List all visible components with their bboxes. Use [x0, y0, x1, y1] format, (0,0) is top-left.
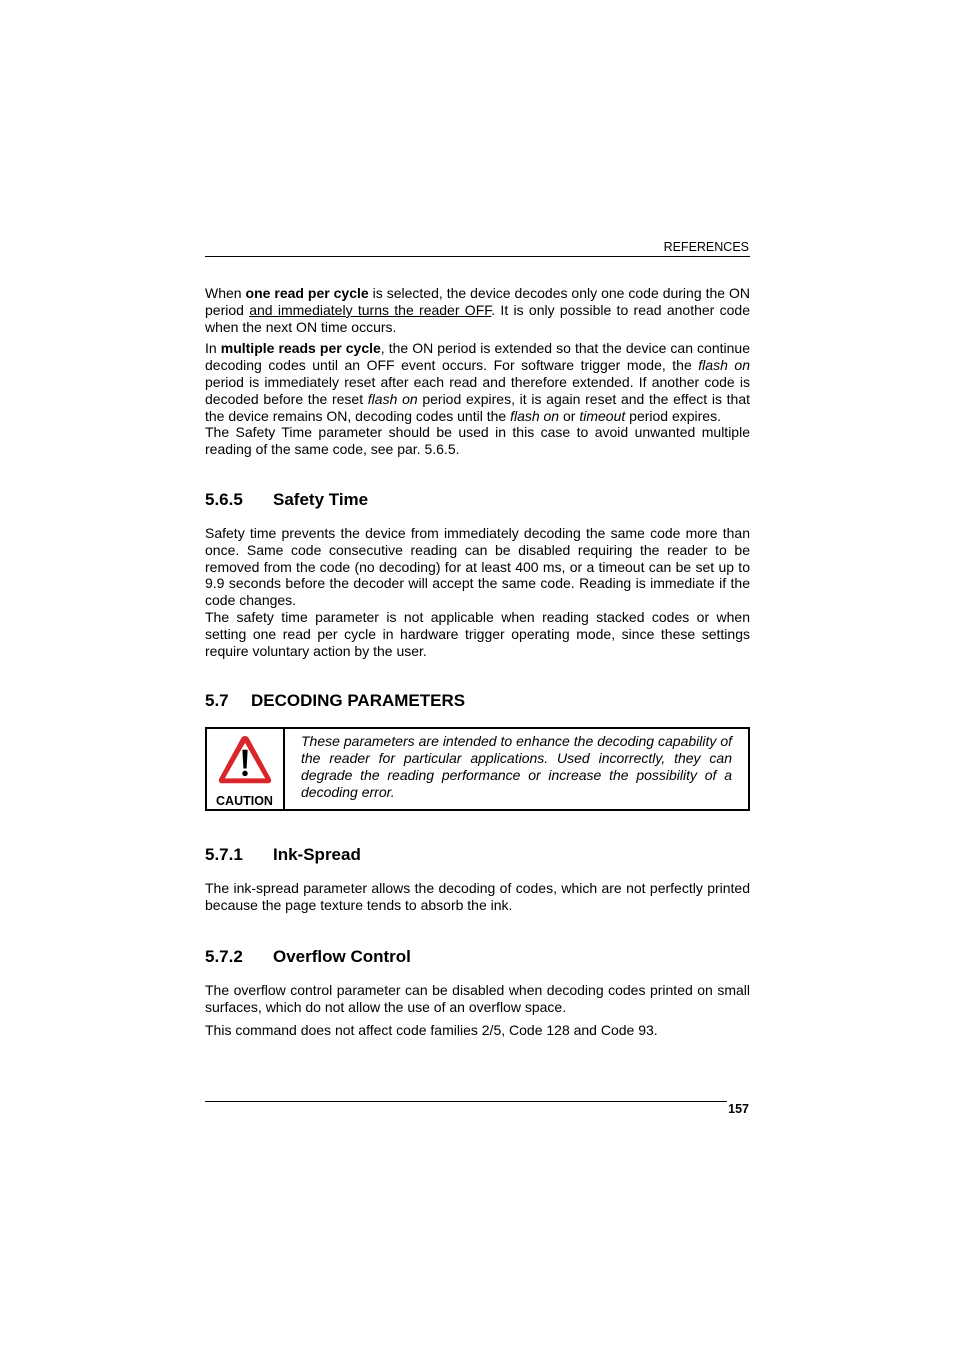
overflow-paragraph-1: The overflow control parameter can be disabled when decoding codes printed on small surfaces, which do not allow the use of an overflow space.: [205, 981, 750, 1015]
section-heading-ink-spread: [205, 845, 750, 865]
footer-rule: [205, 1101, 727, 1102]
caution-icon-cell: [207, 729, 283, 809]
section-number: 5.7.1: [205, 845, 243, 865]
section-number: 5.6.5: [205, 489, 243, 509]
section-title: DECODING PARAMETERS: [251, 691, 466, 711]
section-heading-safety-time: [205, 490, 750, 510]
section-heading-overflow-control: [205, 947, 750, 967]
intro-paragraph-safety-note: The Safety Time parameter should be used in this case to avoid unwanted multiple reading of the same code, see par. 5.6.5.: [205, 424, 750, 458]
intro-paragraph-multiple-reads: In multiple reads per cycle, the ON period is extended so that the device can continue decoding codes until an OFF event occurs. For software trigger mode, the flash on period is immediately reset after each read and therefore extended. If another code is decoded before the reset flash on period expires, it is again reset and the effect is that the device remains ON, decoding codes until the flash on or timeout period expires.: [205, 340, 750, 424]
section-heading-decoding-parameters: [205, 691, 750, 711]
section-title: Safety Time: [273, 489, 369, 509]
caution-box: [205, 727, 750, 811]
section-number: 5.7.2: [205, 946, 243, 966]
caution-text: These parameters are intended to enhance the decoding capability of the reader for particular applications. Used incorrectly, they can degrade the reading performance or increase the possibility of a decoding error.: [283, 729, 748, 809]
page-body: [205, 285, 750, 1038]
warning-triangle-icon: [216, 733, 274, 786]
section-title: Ink-Spread: [273, 845, 361, 865]
intro-paragraph-one-read: When one read per cycle is selected, the device decodes only one code during the ON period and immediately turns the reader OFF. It is only possible to read another code when the next ON time occurs.: [205, 285, 750, 335]
section-number: 5.7: [205, 691, 229, 711]
overflow-paragraph-2: This command does not affect code families 2/5, Code 128 and Code 93.: [205, 1021, 658, 1038]
section-title: Overflow Control: [273, 946, 411, 966]
ink-spread-paragraph: The ink-spread parameter allows the decoding of codes, which are not perfectly printed because the page texture tends to absorb the ink.: [205, 880, 750, 914]
header-rule: [205, 256, 750, 257]
running-header: REFERENCES: [663, 240, 749, 254]
page-number: 157: [728, 1102, 749, 1116]
safety-time-paragraph-2: The safety time parameter is not applicable when reading stacked codes or when setting one read per cycle in hardware trigger operating mode, since these settings require voluntary action by the user.: [205, 608, 750, 659]
safety-time-paragraph-1: Safety time prevents the device from immediately decoding the same code more than once. Same code consecutive reading can be disabled requiring the reader to be removed from the code (no decoding) for at least 400 ms, or a timeout can be set up to 9.9 seconds before the decoder will accept the same code. Reading is immediate if the code changes.: [205, 524, 750, 609]
caution-label: CAUTION: [216, 793, 273, 808]
